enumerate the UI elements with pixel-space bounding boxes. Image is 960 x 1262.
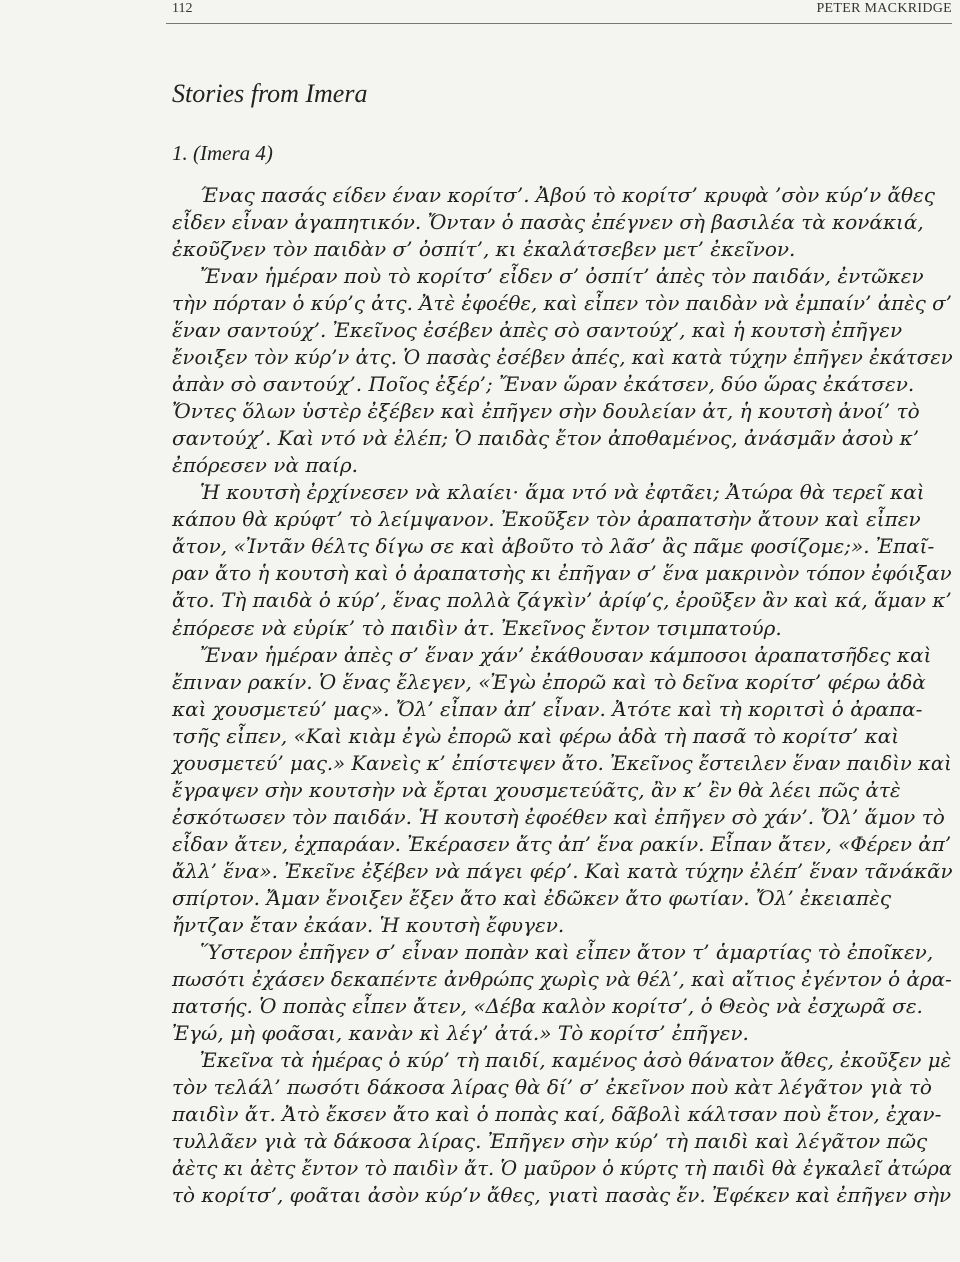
- text-line: τσῆς εἶπεν, «Καὶ κιὰμ ἐγὼ ἐπορῶ καὶ φέρω ἀδὰ τὴ πασᾶ τὸ κορίτσ’ καὶ: [172, 723, 900, 748]
- text-line: ἄλλ’ ἕνα». Ἐκεῖνε ἐξέβεν νὰ πάγει φέρ’. Καὶ κατὰ τύχην ἐλέπ’ ἕναν τᾶνάκᾶν: [172, 858, 953, 883]
- text-line: Ἡ κουτσὴ ἐρχίνεσεν νὰ κλαίει· ἅμα ντό νὰ ἐφτᾶει; Ἀτώρα θὰ τερεῖ καὶ: [200, 480, 925, 505]
- text-line: ἄτο. Τὴ παιδὰ ὁ κύρ’, ἕνας πολλὰ ζάγκὶν’ ἀρίφ’ς, ἐροῦξεν ἂν καὶ κά, ἅμαν κ’: [172, 588, 952, 613]
- page-number: 112: [172, 1, 193, 16]
- text-line: Ὕστερον ἐπῆγεν σ’ εἶναν ποπὰν καὶ εἶπεν ἄτον τ’ ἁμαρτίας τὸ ἐποῖκεν,: [200, 939, 934, 964]
- text-line: τὴν πόρταν ὁ κύρ’ς ἀτς. Ἀτὲ ἐφοέθε, καὶ εἶπεν τὸν παιδὰν νὰ ἐμπαίν’ ἀπὲς σ’: [172, 291, 952, 316]
- text-line: ἄτον, «Ἰντᾶν θέλτς δίγω σε καὶ ἀβοῦτο τὸ λᾶσ’ ἂς πᾶμε φοσίζομε;». Ἐπαῖ-: [172, 534, 935, 559]
- page-header: [0, 0, 960, 24]
- text-line: τὸν τελάλ’ πωσότι δάκοσα λίρας θὰ δί’ σ’ ἐκεῖνον ποὺ κὰτ λέγᾶτον γιὰ τὸ: [172, 1075, 932, 1100]
- header-rule: [166, 23, 952, 24]
- text-line: σπίρτον. Ἄμαν ἔνοιξεν ἔξεν ἄτο καὶ ἐδῶκεν ἄτο φωτίαν. Ὄλ’ ἐκειαπὲς: [172, 885, 892, 910]
- text-line: ραν ἄτο ἡ κουτσὴ καὶ ὁ ἀραπατσὴς κι ἐπῆγαν σ’ ἕνα μακρινὸν τόπον ἐφόιξαν: [172, 561, 952, 586]
- text-line: Ἐγώ, μὴ φοᾶσαι, κανὰν κὶ λέγ’ ἀτά.» Τὸ κορίτσ’ ἐπῆγεν.: [172, 1020, 749, 1045]
- text-line: πωσότι ἐχάσεν δεκαπέντε ἀνθρώπς χωρὶς νὰ θέλ’, καὶ αἴτιος ἐγέντον ὁ ἀρα-: [172, 966, 952, 991]
- text-line: ἔνοιξεν τὸν κύρ’ν ἀτς. Ὁ πασὰς ἐσέβεν ἀπές, καὶ κατὰ τύχην ἐπῆγεν ἐκάτσεν: [172, 345, 953, 370]
- text-line: Ένας πασάς είδεν έναν κορίτσ’. Ἀβού τὸ κορίτσ’ κρυφὰ ’σὸν κύρ’ν ἄθες: [200, 183, 935, 207]
- text-line: πατσής. Ὁ ποπὰς εἶπεν ἄτεν, «Δέβα καλὸν κορίτσ’, ὁ Θεὸς νὰ ἐσχωρᾶ σε.: [172, 993, 923, 1018]
- text-line: ἀπὰν σὸ σαντούχ’. Ποῖος ἐξέρ’; Ἔναν ὥραν ἐκάτσεν, δύο ὥρας ἐκάτσεν.: [172, 372, 915, 397]
- text-line: ἕναν σαντούχ’. Ἐκεῖνος ἐσέβεν ἀπὲς σὸ σαντούχ’, καὶ ἡ κουτσὴ ἐπῆγεν: [172, 318, 903, 343]
- story-text: [172, 182, 960, 1209]
- running-head: PETER MACKRIDGE: [816, 1, 952, 16]
- text-line: ἤντζαν ἔταν ἐκάαν. Ἡ κουτσὴ ἔφυγεν.: [172, 912, 565, 937]
- text-line: καὶ χουσμετεύ’ μας». Ὄλ’ εἶπαν ἀπ’ εἶναν. Ἀτότε καὶ τὴ κοριτσὶ ὁ ἀραπα-: [172, 696, 923, 721]
- text-line: Ἔναν ἡμέραν ἀπὲς σ’ ἕναν χάν’ ἐκάθουσαν κάμποσοι ἀραπατσῆδες καὶ: [200, 642, 932, 667]
- text-line: παιδὶν ἄτ. Ἀτὸ ἔκσεν ἄτο καὶ ὁ ποπὰς καί, δᾶβολὶ κάλτσαν ποὺ ἔτον, ἐχαν-: [172, 1102, 942, 1127]
- text-line: ἐσκότωσεν τὸν παιδάν. Ἡ κουτσὴ ἐφοέθεν καὶ ἐπῆγεν σὸ χάν’. Ὄλ’ ἅμον τὸ: [172, 804, 945, 829]
- text-line: σαντούχ’. Καὶ ντό νὰ ἐλέπ; Ὁ παιδὰς ἔτον ἀποθαμένος, ἀνάσμᾶν ἀσοὺ κ’: [172, 426, 920, 451]
- text-line: Ὄντες ὅλων ὑστὲρ ἐξέβεν καὶ ἐπῆγεν σὴν δουλείαν ἀτ, ἡ κουτσὴ ἀνοί’ τὸ: [172, 399, 920, 424]
- story-heading: 1. (Imera 4): [172, 141, 273, 165]
- text-line: χουσμετεύ’ μας.» Κανεὶς κ’ ἐπίστεψεν ἄτο. Ἐκεῖνος ἔστειλεν ἕναν παιδὶν καὶ: [172, 750, 952, 775]
- text-line: εἶδεν εἶναν ἀγαπητικόν. Ὄνταν ὁ πασὰς ἐπέγνεν σὴ βασιλέα τὰ κονάκιά,: [172, 210, 924, 235]
- text-line: τὸ κορίτσ’, φοᾶται ἀσὸν κύρ’ν ἄθες, γιατὶ πασὰς ἔν. Ἐφέκεν καὶ ἐπῆγεν σὴν: [172, 1183, 952, 1208]
- text-line: Ἔναν ἡμέραν ποὺ τὸ κορίτσ’ εἶδεν σ’ ὀσπίτ’ ἀπὲς τὸν παιδάν, ἐντῶκεν: [200, 264, 924, 289]
- text-line: ἀὲτς κι ἀὲτς ἔντον τὸ παιδὶν ἄτ. Ὁ μαῦρον ὁ κύρτς τὴ παιδὶ θὰ ἐγκαλεῖ ἀτώρα: [172, 1156, 953, 1181]
- text-line: τυλλᾶεν γιὰ τὰ δάκοσα λίρας. Ἐπῆγεν σὴν κύρ’ τὴ παιδὶ καὶ λέγᾶτον πῶς: [172, 1129, 928, 1154]
- text-line: εἶδαν ἄτεν, ἐχπαράαν. Ἐκέρασεν ἄτς ἀπ’ ἕνα ρακίν. Εἶπαν ἄτεν, «Φέρεν ἀπ’: [172, 831, 952, 856]
- text-line: ἐκοῦζνεν τὸν παιδὰν σ’ ὀσπίτ’, κι ἐκαλάτσεβεν μετ’ ἐκεῖνον.: [172, 237, 796, 262]
- text-line: ἐπόρεσε νὰ εὑρίκ’ τὸ παιδὶν ἀτ. Ἐκεῖνος ἔντον τσιμπατούρ.: [172, 615, 782, 640]
- text-line: κάπου θὰ κρύφτ’ τὸ λείμψανον. Ἐκοῦξεν τὸν ἀραπατσὴν ἄτουν καὶ εἶπεν: [172, 507, 921, 532]
- text-line: ἔπιναν ρακίν. Ὁ ἕνας ἔλεγεν, «Ἐγὼ ἐπορῶ καὶ τὸ δεῖνα κορίτσ’ φέρω ἀδὰ: [172, 669, 926, 694]
- text-line: ἐπόρεσεν νὰ παίρ.: [172, 453, 358, 478]
- text-line: ἔγραψεν σὴν κουτσὴν νὰ ἔρται χουσμετεύᾶτς, ἂν κ’ ἒν θὰ λέει πῶς ἀτὲ: [172, 777, 901, 802]
- section-title: Stories from Imera: [172, 79, 368, 108]
- text-line: Ἐκεῖνα τὰ ἡμέρας ὁ κύρ’ τὴ παιδί, καμένος ἀσὸ θάνατον ἄθες, ἐκοῦξεν μὲ: [199, 1048, 952, 1072]
